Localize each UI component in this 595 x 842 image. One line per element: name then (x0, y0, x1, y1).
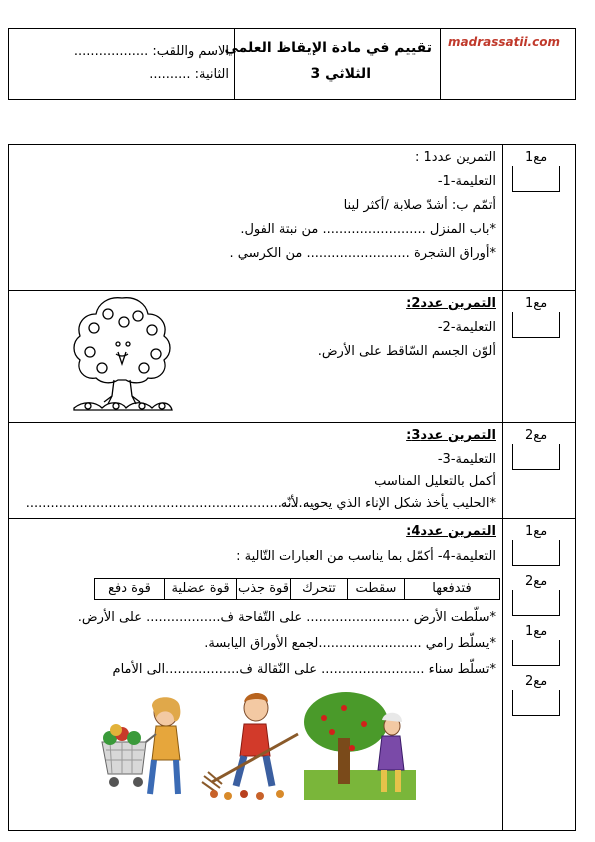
grade-label-ex3: مع2 (525, 428, 548, 443)
grade-label-ex4-3: مع1 (525, 624, 548, 639)
apple-tree-drawing (68, 292, 176, 416)
exercise-4-line-2: *يسلّط رامي .........................لجمع الأوراق اليابسة. (204, 636, 496, 651)
page-title: تقييم في مادة الإيقاظ العلمي (224, 40, 432, 56)
newton-apple-tree-illustration (304, 688, 416, 800)
exercise-1-instruction: التعليمة-1- (437, 174, 496, 189)
exercise-4-line-3: *تسلّط سناء ......................... على النّقالة ف..................الى الأمام (112, 662, 496, 677)
grade-box-ex4-4 (512, 690, 560, 716)
grade-box-ex1 (512, 166, 560, 192)
exercise-1-task: أتمّم ب: أشدّ صلابة /أكثر لينا (343, 198, 496, 213)
grade-label-ex2: مع1 (525, 296, 548, 311)
row-divider-3 (8, 518, 576, 519)
word-bank-item: قوة عضلية (164, 578, 237, 600)
grade-label-ex4-4: مع2 (525, 674, 548, 689)
grade-box-ex4-2 (512, 590, 560, 616)
exercise-1-line-1: *باب المنزل ......................... من نبتة الفول. (240, 222, 496, 237)
exercise-3-line-1: *الحليب يأخذ شكل الإناء الذي يحويه لأنّه (280, 496, 496, 511)
grade-box-ex3 (512, 444, 560, 470)
site-watermark: madrassatii.com (448, 35, 560, 49)
word-bank-item: سقطت (347, 578, 405, 600)
grade-box-ex4-1 (512, 540, 560, 566)
word-bank-item: فتدفعها (404, 578, 500, 600)
grade-box-ex4-3 (512, 640, 560, 666)
grade-box-ex2 (512, 312, 560, 338)
row-divider-2 (8, 422, 576, 423)
exercise-4-line-1: *سلّطت الأرض ......................... على التّفاحة ف.................. على الأرض. (77, 610, 496, 625)
exercise-1-title: التمرين عدد1 : (415, 150, 496, 165)
woman-with-cart-illustration (96, 690, 196, 802)
exercise-1-line-2: *أوراق الشجرة ......................... من الكرسي . (229, 246, 496, 261)
header-divider-left (234, 28, 235, 100)
exercise-2-title: التمرين عدد2: (406, 296, 496, 311)
header-divider-right (440, 28, 441, 100)
exercise-3-task: أكمل بالتعليل المناسب (374, 474, 496, 489)
word-bank-item: قوة دفع (94, 578, 165, 600)
row-divider-1 (8, 290, 576, 291)
exercise-2-instruction: التعليمة-2- (437, 320, 496, 335)
class-field-label: الثانية: .......... (149, 67, 229, 82)
exercise-3-instruction: التعليمة-3- (437, 452, 496, 467)
exercise-4-instruction: التعليمة-4- أكمّل بما يناسب من العبارات التّالية : (236, 549, 496, 564)
exercise-2-task: ألوّن الجسم السّاقط على الأرض. (317, 344, 496, 359)
exercise-3-title: التمرين عدد3: (406, 428, 496, 443)
name-field-label: الاسم واللقب: .................. (73, 44, 229, 59)
boy-raking-leaves-illustration (200, 690, 302, 802)
word-bank-item: تتحرك (290, 578, 348, 600)
grade-label-ex4-2: مع2 (525, 574, 548, 589)
exercise-3-line-2: ...................................................................... (25, 496, 315, 511)
grade-label-ex4-1: مع1 (525, 524, 548, 539)
word-bank-item: قوة جذب (236, 578, 291, 600)
grade-label-ex1: مع1 (525, 150, 548, 165)
grade-column-divider (502, 144, 503, 831)
exercise-4-title: التمرين عدد4: (406, 524, 496, 539)
term-label: الثلاثي 3 (310, 66, 371, 82)
